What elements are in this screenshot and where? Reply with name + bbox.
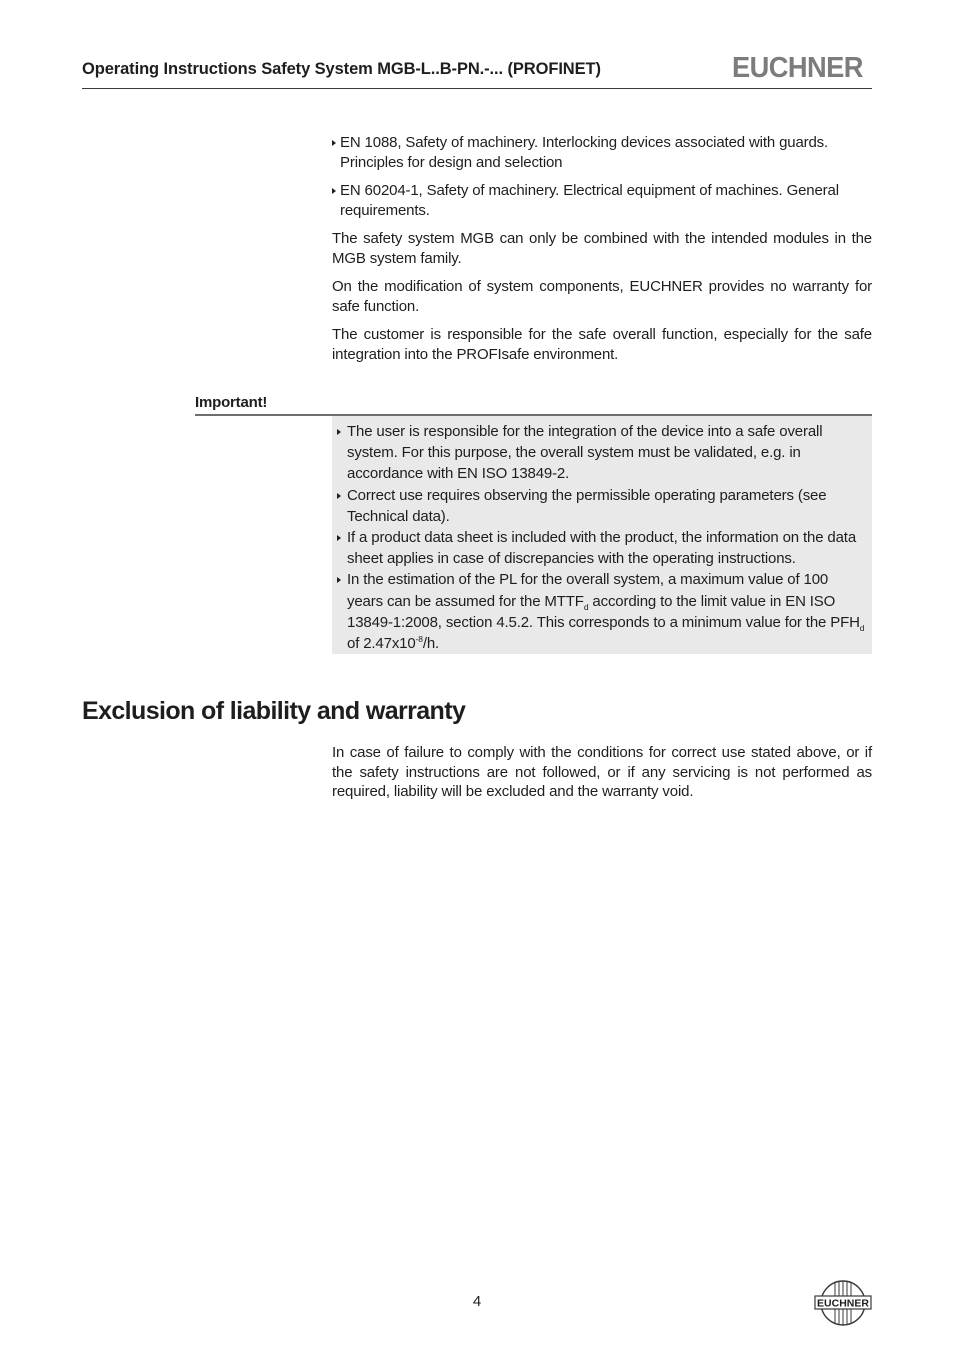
section-body-container <box>332 743 872 811</box>
important-item-data-sheet: If a product data sheet is included with the product, the information on the data sheet applies in case of discrepancies with the operating instructions. <box>347 529 857 568</box>
list-item <box>337 527 867 569</box>
important-list <box>337 421 867 654</box>
section-heading: Exclusion of liability and warranty <box>82 697 466 725</box>
standard-en-1088: EN 1088, Safety of machinery. Interlocking devices associated with guards. Principles for design and selection <box>340 134 829 171</box>
list-item <box>332 181 872 220</box>
bullet-arrow-icon <box>337 429 341 435</box>
bullet-arrow-icon <box>337 493 341 499</box>
list-item <box>337 569 867 654</box>
paragraph-modification-warranty: On the modification of system components, EUCHNER provides no warranty for safe function. <box>332 278 872 315</box>
important-item-integration: The user is responsible for the integration of the device into a safe overall system. For this purpose, the overall system must be validated, e.g. in accordance with EN ISO 13849-2. <box>347 423 823 483</box>
list-item <box>337 421 867 485</box>
brand-logo: EUCHNER <box>732 52 863 84</box>
euchner-seal-logo <box>814 1279 872 1327</box>
standards-list <box>332 133 872 373</box>
standard-en-60204-1: EN 60204-1, Safety of machinery. Electrical equipment of machines. General requirements. <box>340 182 839 219</box>
important-label: Important! <box>195 394 268 411</box>
bullet-arrow-icon <box>332 188 336 194</box>
important-item-pl-estimation: In the estimation of the PL for the overall system, a maximum value of 100 years can be assumed for the $MTTF_d$ according to the limit value in EN ISO 13849-1:2008, section 4.5.2. This corresponds to a minimum value for the $PFH_d$ of $2.47x10^{-8}/h$. <box>347 571 865 653</box>
list-item <box>332 133 872 172</box>
bullet-arrow-icon <box>332 140 336 146</box>
section-body: In case of failure to comply with the conditions for correct use stated above, or if the safety instructions are not followed, or if any servicing is not performed as required, liability will be excluded and the warranty void. <box>332 744 872 800</box>
paragraph-customer-responsibility: The customer is responsible for the safe overall function, especially for the safe integration into the PROFIsafe environment. <box>332 326 872 363</box>
paragraph-module-compatibility: The safety system MGB can only be combined with the intended modules in the MGB system family. <box>332 230 872 267</box>
bullet-arrow-icon <box>337 577 341 583</box>
header-divider <box>82 88 872 89</box>
bullet-arrow-icon <box>337 535 341 541</box>
page-number: 4 <box>472 1293 482 1310</box>
footer-logo-text: EUCHNER <box>817 1297 869 1310</box>
list-item <box>337 485 867 527</box>
important-item-operating-parameters: Correct use requires observing the permissible operating parameters (see Technical data). <box>347 486 827 525</box>
document-title: Operating Instructions Safety System MGB-L..B-PN.-... (PROFINET) <box>82 60 601 78</box>
